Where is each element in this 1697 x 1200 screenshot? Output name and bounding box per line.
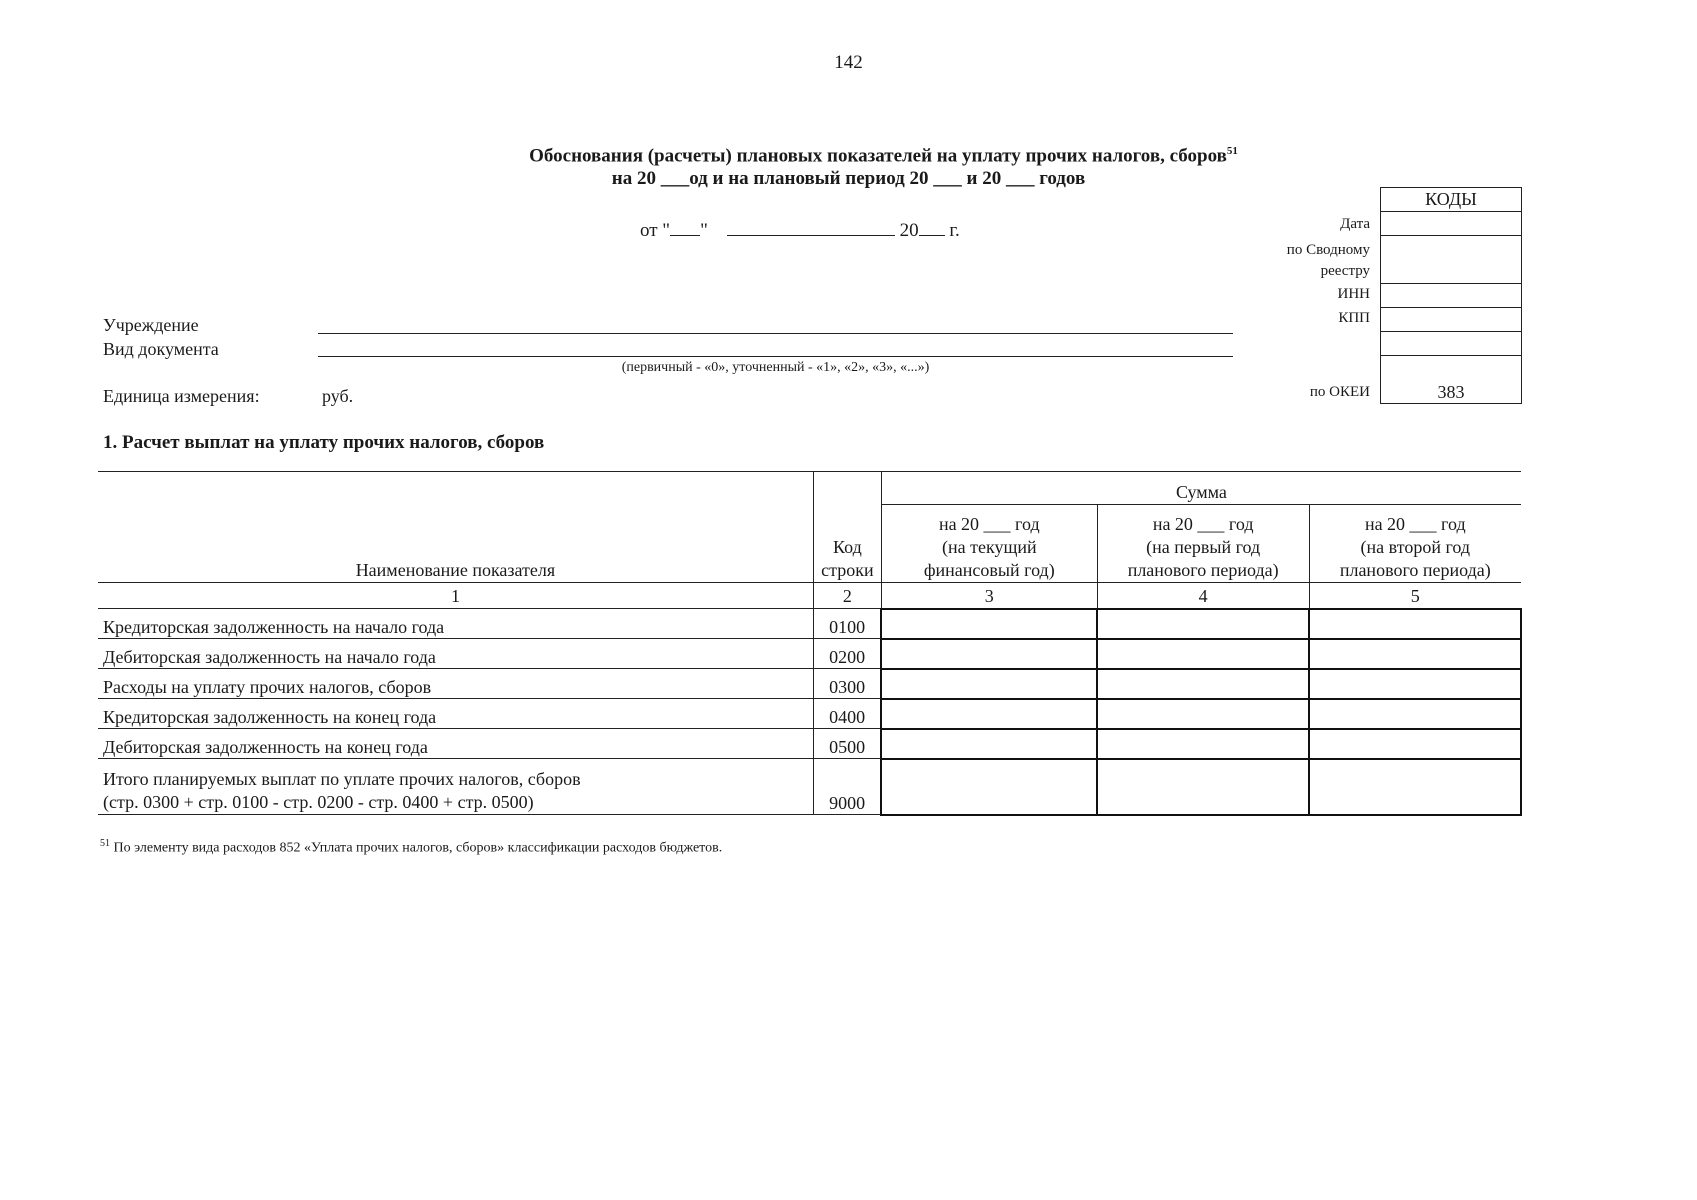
codes-label-kpp: КПП	[1338, 310, 1370, 326]
document-title	[0, 145, 1697, 167]
col5-line2: (на второй год	[1360, 537, 1471, 557]
row-value-3[interactable]	[881, 669, 1097, 699]
table-row	[98, 729, 1521, 759]
col3-line2: (на текущий	[942, 537, 1037, 557]
row-name: Дебиторская задолженность на начало года	[98, 639, 813, 669]
col-header-code-2: строки	[821, 560, 874, 580]
row-value-3[interactable]	[881, 729, 1097, 759]
codes-label-registry-2: реестру	[1320, 263, 1370, 279]
codes-box	[1380, 187, 1522, 404]
doc-type-label: Вид документа	[103, 339, 219, 359]
row-code: 0500	[813, 729, 881, 759]
row-value-5[interactable]	[1309, 729, 1521, 759]
col-header-code	[813, 472, 881, 583]
row-value-4[interactable]	[1097, 639, 1309, 669]
doc-type-hint: (первичный - «0», уточненный - «1», «2», «3», «...»)	[621, 360, 930, 375]
row-code: 0300	[813, 669, 881, 699]
col-header-4	[1097, 505, 1309, 583]
row-code: 0200	[813, 639, 881, 669]
codes-label-date: Дата	[1340, 216, 1370, 232]
total-row-code: 9000	[813, 759, 881, 815]
document-subtitle: на 20 ___од и на плановый период 20 ___ и 20 ___ годов	[611, 168, 1086, 189]
title-footnote-ref: 51	[1226, 145, 1238, 157]
page-number: 142	[834, 52, 863, 73]
col4-line3: планового периода)	[1127, 560, 1279, 580]
col-number-1: 1	[98, 583, 813, 609]
footnote-ref: 51	[100, 838, 110, 849]
row-name: Кредиторская задолженность на конец года	[98, 699, 813, 729]
date-year-prefix: 20	[899, 220, 919, 241]
col-number-4: 4	[1097, 583, 1309, 609]
footnote-text: По элементу вида расходов 852 «Уплата прочих налогов, сборов» классификации расходов бюджетов.	[113, 840, 723, 856]
col4-line1: на 20 ___ год	[1152, 514, 1254, 534]
institution-label: Учреждение	[103, 315, 199, 335]
row-name: Дебиторская задолженность на конец года	[98, 729, 813, 759]
row-code: 0100	[813, 609, 881, 639]
code-registry-cell[interactable]	[1381, 236, 1522, 284]
col-header-3	[881, 505, 1097, 583]
table-row	[98, 699, 1521, 729]
codes-header: КОДЫ	[1381, 188, 1522, 212]
row-value-4[interactable]	[1097, 729, 1309, 759]
col4-line2: (на первый год	[1146, 537, 1261, 557]
col5-line3: планового периода)	[1339, 560, 1491, 580]
row-value-4[interactable]	[1097, 669, 1309, 699]
row-value-4[interactable]	[1097, 609, 1309, 639]
row-value-3[interactable]	[881, 639, 1097, 669]
table-row	[98, 639, 1521, 669]
code-kpp-cell[interactable]	[1381, 308, 1522, 332]
row-value-5[interactable]	[1309, 699, 1521, 729]
codes-label-okei: по ОКЕИ	[1309, 384, 1370, 400]
code-okei-cell: 383	[1381, 356, 1522, 404]
total-row-name-2: (стр. 0300 + стр. 0100 - стр. 0200 - стр. 0400 + стр. 0500)	[103, 792, 534, 812]
col3-line3: финансовый год)	[923, 560, 1055, 580]
col3-line1: на 20 ___ год	[938, 514, 1040, 534]
total-value-5[interactable]	[1309, 759, 1521, 815]
row-value-5[interactable]	[1309, 639, 1521, 669]
code-inn-cell[interactable]	[1381, 284, 1522, 308]
date-prefix: от "	[640, 220, 671, 241]
section-title: 1. Расчет выплат на уплату прочих налогов, сборов	[103, 432, 545, 453]
footnote	[100, 838, 722, 857]
doc-type-line[interactable]	[318, 356, 1233, 357]
row-name: Расходы на уплату прочих налогов, сборов	[98, 669, 813, 699]
payments-table	[98, 471, 1522, 816]
table-row	[98, 609, 1521, 639]
col-number-5: 5	[1309, 583, 1521, 609]
col-header-5	[1309, 505, 1521, 583]
month-blank[interactable]	[727, 217, 895, 236]
row-value-4[interactable]	[1097, 699, 1309, 729]
total-value-3[interactable]	[881, 759, 1097, 815]
code-date-cell[interactable]	[1381, 212, 1522, 236]
col-number-2: 2	[813, 583, 881, 609]
year-blank[interactable]	[919, 217, 945, 236]
row-value-5[interactable]	[1309, 669, 1521, 699]
col-header-code-1: Код	[832, 537, 862, 557]
institution-line[interactable]	[318, 333, 1233, 334]
total-row-name-1: Итого планируемых выплат по уплате прочих налогов, сборов	[103, 769, 581, 789]
col5-line1: на 20 ___ год	[1364, 514, 1466, 534]
unit-value: руб.	[322, 386, 354, 406]
col-header-name: Наименование показателя	[98, 472, 813, 583]
date-suffix: г.	[949, 220, 960, 241]
codes-label-registry-1: по Сводному	[1286, 242, 1370, 258]
document-date	[640, 217, 960, 242]
col-header-sum: Сумма	[881, 472, 1521, 505]
row-value-5[interactable]	[1309, 609, 1521, 639]
day-blank[interactable]	[670, 217, 700, 236]
total-row-name	[98, 759, 813, 815]
table-row	[98, 669, 1521, 699]
row-value-3[interactable]	[881, 699, 1097, 729]
total-row	[98, 759, 1521, 815]
title-line1: Обоснования (расчеты) плановых показателей на уплату прочих налогов, сборов	[529, 145, 1227, 167]
date-quote: "	[700, 220, 708, 241]
unit-label: Единица измерения:	[103, 386, 260, 406]
row-name: Кредиторская задолженность на начало года	[98, 609, 813, 639]
codes-label-inn: ИНН	[1337, 286, 1370, 302]
total-value-4[interactable]	[1097, 759, 1309, 815]
col-number-3: 3	[881, 583, 1097, 609]
row-code: 0400	[813, 699, 881, 729]
row-value-3[interactable]	[881, 609, 1097, 639]
code-doctype-cell[interactable]	[1381, 332, 1522, 356]
